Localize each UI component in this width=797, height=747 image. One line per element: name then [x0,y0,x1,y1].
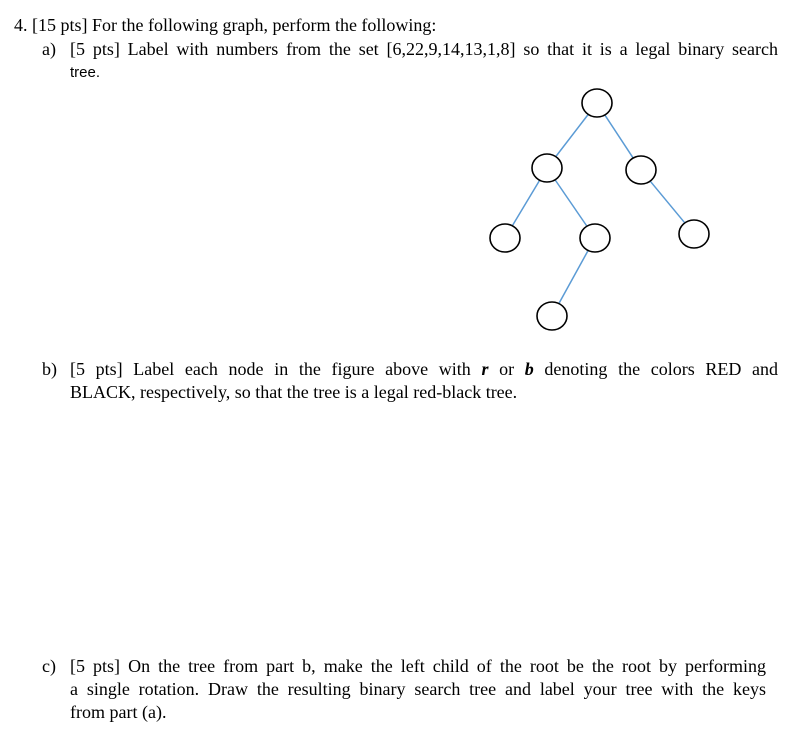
tree-edge-root-to-root-left [556,115,588,156]
part-a-text-line1: [5 pts] Label with numbers from the set [6,22,9,14,13,1,8] so that it is a legal binary search [70,39,778,59]
red-symbol: r [481,359,489,379]
tree-edge-left-right-to-left-right-left [559,251,588,303]
question-heading: 4. [15 pts] For the following graph, perform the following: [14,15,437,35]
tree-node-left-left [490,224,520,252]
tree-edge-root-right-to-right-right [651,182,685,223]
tree-node-left-right [580,224,610,252]
part-b-text-line2: BLACK, respectively, so that the tree is a legal red-black tree. [70,382,518,402]
tree-node-root-right [626,156,656,184]
part-c-text-line3: from part (a). [70,702,167,722]
part-b-text-line1 [70,358,778,381]
part-a-text-line2: tree. [70,64,101,81]
tree-edge-root-left-to-left-right [555,180,586,225]
tree-node-root-left [532,154,562,182]
part-c-label: c) [42,656,56,676]
black-symbol: b [524,359,534,379]
part-b-text-pre: [5 pts] Label each node in the figure above with [70,359,482,379]
tree-node-right-right [679,220,709,248]
tree-node-left-right-left [537,302,567,330]
part-a-label: a) [42,39,56,59]
part-c-text-line1: [5 pts] On the tree from part b, make the left child of the root be the root by performing [70,656,766,676]
part-b-text-post: denoting the colors RED and [533,359,779,379]
tree-edge-root-to-root-right [605,116,633,158]
tree-edge-root-left-to-left-left [513,181,540,225]
tree-node-root [582,89,612,117]
part-b-label: b) [42,359,57,379]
part-c-text-line2: a single rotation. Draw the resulting binary search tree and label your tree with the keys [70,679,766,699]
part-b-or-word: or [488,359,525,379]
